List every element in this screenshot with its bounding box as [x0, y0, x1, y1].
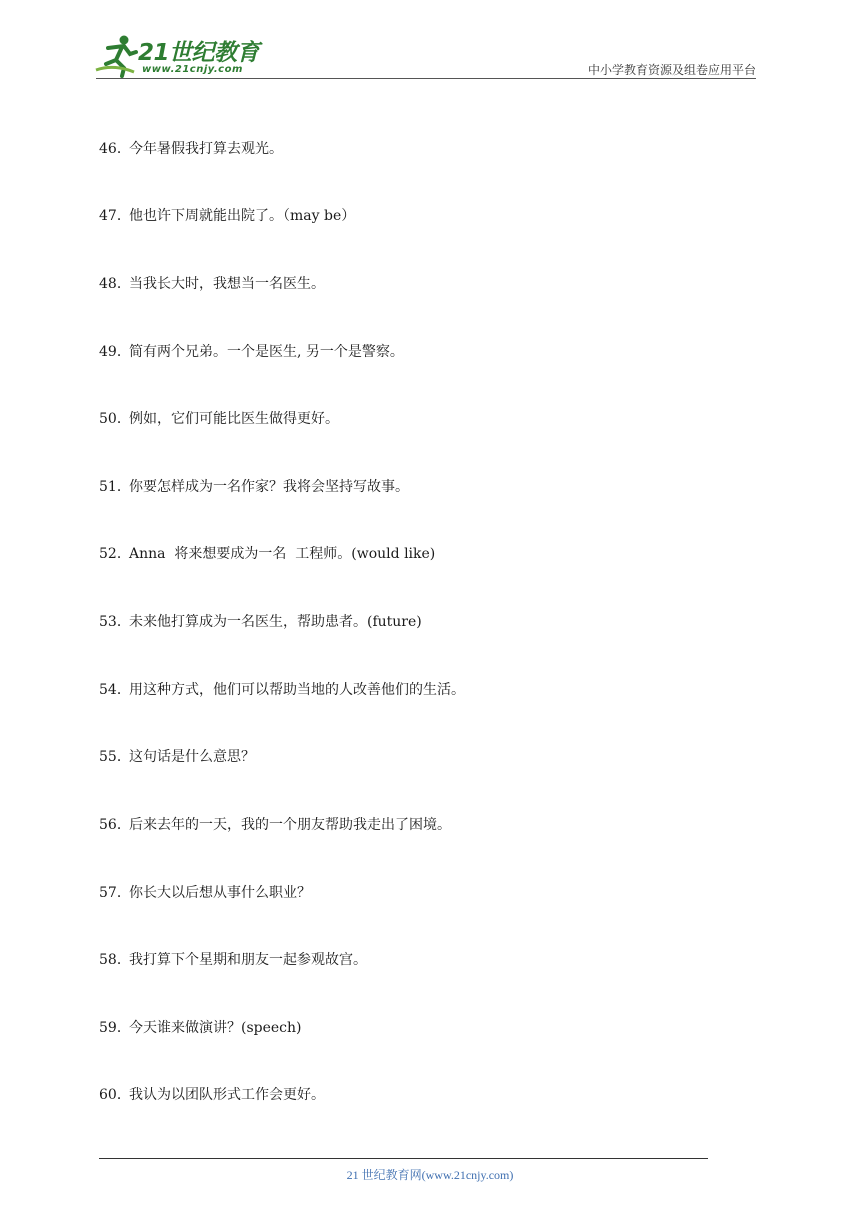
question-number: 46． — [99, 141, 131, 157]
logo-url: www.21cnjy.com — [142, 64, 243, 75]
question-text: 今年暑假我打算去观光。 — [129, 141, 283, 157]
question-number: 56． — [99, 817, 131, 833]
question-number: 53． — [99, 614, 131, 630]
question-item — [99, 207, 355, 225]
question-number: 54． — [99, 682, 131, 698]
site-logo[interactable] — [94, 34, 259, 78]
question-text: 简有两个兄弟。一个是医生, 另一个是警察。 — [129, 344, 404, 360]
question-item — [99, 478, 409, 496]
question-text: 未来他打算成为一名医生，帮助患者。(future) — [129, 614, 422, 630]
question-item — [99, 1086, 325, 1104]
platform-name: 中小学教育资源及组卷应用平台 — [587, 63, 756, 77]
question-item — [99, 681, 465, 699]
question-number: 59． — [99, 1020, 131, 1036]
question-text: 用这种方式，他们可以帮助当地的人改善他们的生活。 — [129, 682, 465, 698]
question-item — [99, 613, 422, 631]
question-item — [99, 545, 435, 563]
question-number: 50． — [99, 411, 131, 427]
footer-link[interactable]: 21 世纪教育网(www.21cnjy.com) — [346, 1168, 514, 1182]
question-text: 你长大以后想从事什么职业？ — [129, 885, 311, 901]
question-number: 48． — [99, 276, 131, 292]
question-item — [99, 275, 325, 293]
logo-text: 21世纪教育 — [138, 40, 260, 66]
question-number: 51． — [99, 479, 131, 495]
question-text: 后来去年的一天，我的一个朋友帮助我走出了困境。 — [129, 817, 451, 833]
question-text: 这句话是什么意思？ — [129, 749, 255, 765]
question-number: 47． — [99, 208, 131, 224]
footer-divider — [99, 1158, 708, 1159]
question-text: 我认为以团队形式工作会更好。 — [129, 1087, 325, 1103]
question-text: 例如，它们可能比医生做得更好。 — [129, 411, 339, 427]
question-text: 他也许下周就能出院了。（may be） — [129, 208, 356, 224]
question-number: 49． — [99, 344, 131, 360]
question-text: Anna 将来想要成为一名 工程师。(would like) — [129, 546, 436, 562]
question-number: 57． — [99, 885, 131, 901]
runner-logo-icon — [94, 34, 140, 78]
question-number: 55． — [99, 749, 131, 765]
question-item — [99, 343, 404, 361]
question-item — [99, 748, 255, 766]
question-item — [99, 884, 311, 902]
question-number: 58． — [99, 952, 131, 968]
question-item — [99, 410, 339, 428]
question-text: 今天谁来做演讲？(speech) — [129, 1020, 302, 1036]
question-item — [99, 1019, 302, 1037]
question-item — [99, 140, 283, 158]
question-item — [99, 816, 451, 834]
question-text: 你要怎样成为一名作家？我将会坚持写故事。 — [129, 479, 409, 495]
page-header — [0, 0, 860, 90]
question-text: 当我长大时，我想当一名医生。 — [129, 276, 325, 292]
question-text: 我打算下个星期和朋友一起参观故宫。 — [129, 952, 367, 968]
header-divider — [96, 78, 756, 79]
question-item — [99, 951, 367, 969]
question-number: 52． — [99, 546, 131, 562]
question-number: 60． — [99, 1087, 131, 1103]
